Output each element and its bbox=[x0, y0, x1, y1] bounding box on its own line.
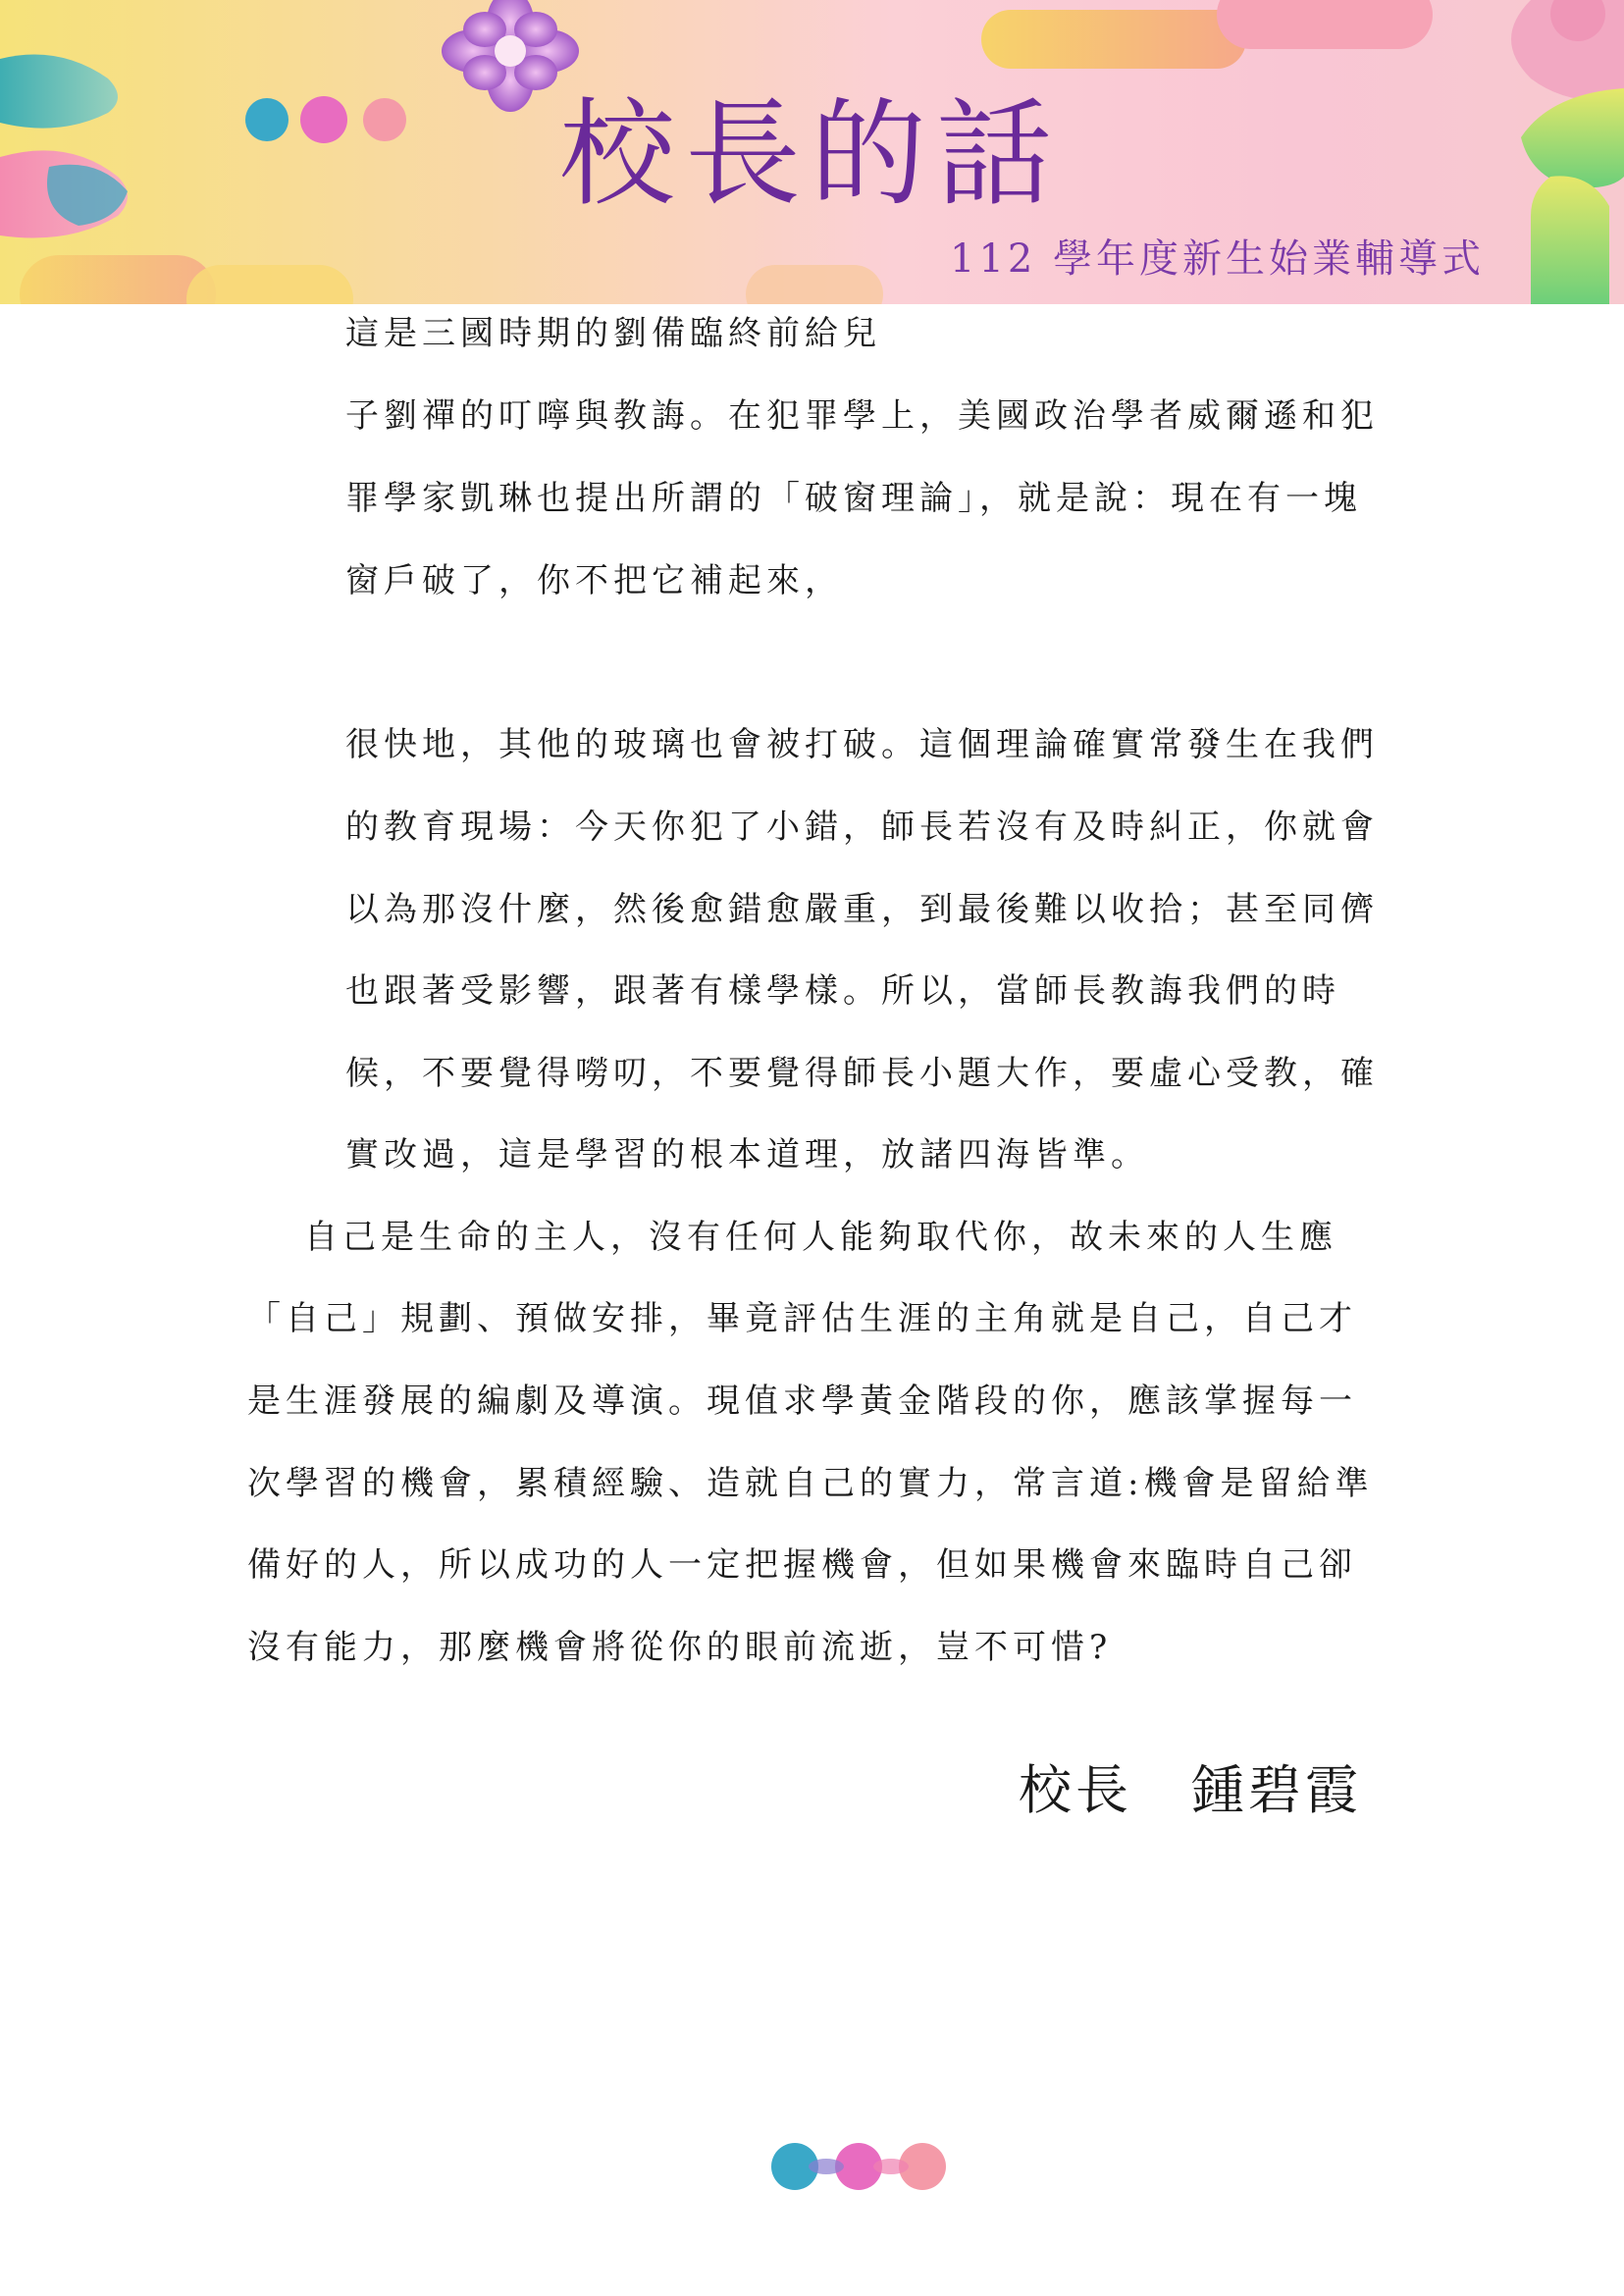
text-line: 子劉禪的叮嚀與教誨。在犯罪學上，美國政治學者威爾遜和犯 bbox=[345, 396, 1379, 436]
text-line: 次學習的機會，累積經驗、造就自己的實力，常言道:機會是留給準 bbox=[247, 1464, 1374, 1503]
text-line: 很快地，其他的玻璃也會被打破。這個理論確實常發生在我們 bbox=[345, 725, 1379, 764]
signature bbox=[1019, 1759, 1362, 1821]
header-banner bbox=[0, 0, 1624, 304]
text-line: 也跟著受影響，跟著有樣學樣。所以，當師長教誨我們的時 bbox=[345, 971, 1340, 1011]
text-line: 備好的人，所以成功的人一定把握機會，但如果機會來臨時自己卻 bbox=[247, 1545, 1357, 1585]
signature-role: 校長 bbox=[1019, 1759, 1132, 1821]
text-line: 以為那沒什麼，然後愈錯愈嚴重，到最後難以收拾；甚至同儕 bbox=[345, 890, 1379, 929]
text-line: 是生涯發展的編劇及導演。現值求學黃金階段的你，應該掌握每一 bbox=[247, 1382, 1357, 1421]
text-line: 沒有能力，那麼機會將從你的眼前流逝，豈不可惜? bbox=[247, 1628, 1113, 1667]
text-line: 這是三國時期的劉備臨終前給兒 bbox=[345, 314, 881, 353]
page-subtitle: 112 學年度新生始業輔導式 bbox=[950, 236, 1486, 282]
text-line: 自己是生命的主人，沒有任何人能夠取代你，故未來的人生應 bbox=[304, 1218, 1337, 1257]
text-line: 窗戶破了，你不把它補起來， bbox=[345, 561, 843, 600]
text-line: 實改過，這是學習的根本道理，放諸四海皆準。 bbox=[345, 1135, 1149, 1174]
page-title: 校長的話 bbox=[559, 86, 1063, 222]
text-line: 候，不要覺得嘮叨，不要覺得師長小題大作，要虛心受教，確 bbox=[345, 1054, 1379, 1093]
signature-name: 鍾碧霞 bbox=[1191, 1759, 1362, 1821]
text-line: 罪學家凱琳也提出所謂的「破窗理論」，就是說：現在有一塊 bbox=[345, 479, 1362, 518]
text-line: 「自己」規劃、預做安排，畢竟評估生涯的主角就是自己，自己才 bbox=[247, 1299, 1357, 1338]
footer-dots-decoration bbox=[765, 2137, 962, 2196]
text-line: 的教育現場：今天你犯了小錯，師長若沒有及時糾正，你就會 bbox=[345, 808, 1379, 847]
